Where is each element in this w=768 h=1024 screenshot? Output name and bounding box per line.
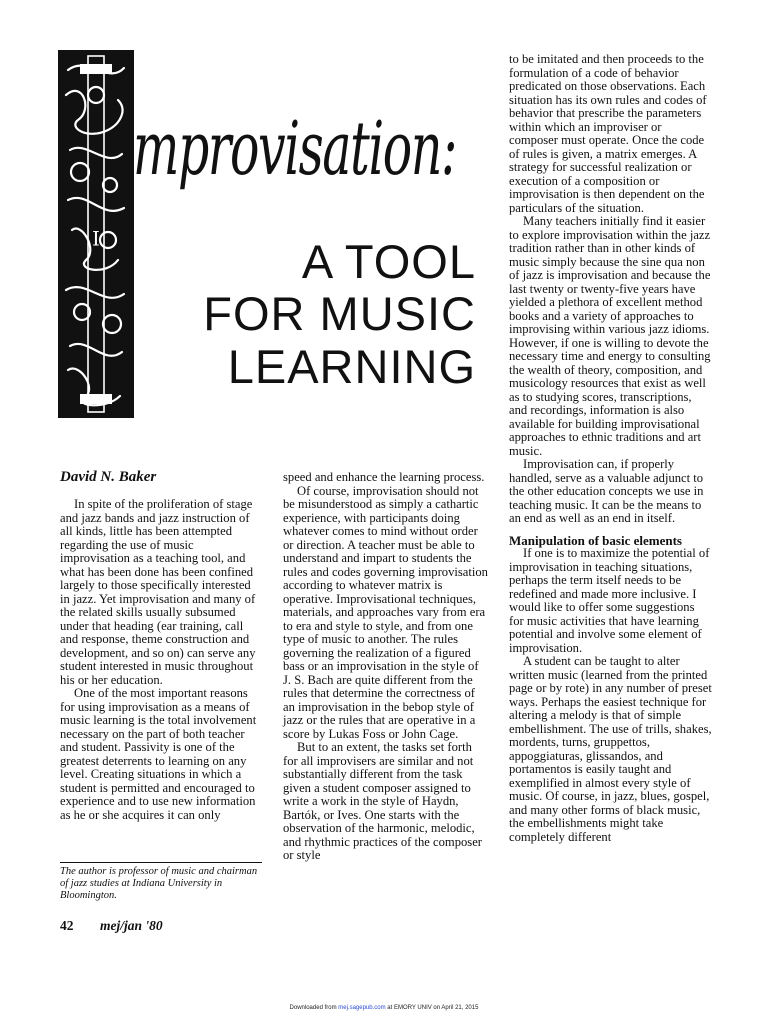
text-column-2	[283, 471, 488, 863]
paragraph: Many teachers initially find it easier to explore improvisation within the jazz tradition rather than in other kinds of music simply because the sine qua non of jazz is improvisation and because the last twenty or twenty-five years have yielded a plethora of excellent method books and a variety of approaches to improvising within various jazz idioms. However, if one is willing to devote the necessary time and energy to consulting the wealth of theory, composition, and musicology resources that exist as well as to studying scores, transcriptions, and recordings, information is also available for building improvisational approaches to ethnic traditions and art music.	[509, 214, 711, 458]
text-column-1	[60, 498, 262, 822]
paragraph: Improvisation can, if properly handled, serve as a valuable adjunct to the other education concepts we use in teaching music. It can be the means to an end as well as an end in itself.	[509, 457, 704, 525]
initial-letter: I	[92, 226, 100, 251]
paragraph: speed and enhance the learning process.	[283, 470, 485, 484]
decorative-initial-i	[58, 50, 134, 418]
paragraph: Of course, improvisation should not be misunderstood as simply a cathartic experience, with participants doing whatever comes to mind without order or direction. A teacher must be able to understand and impart to students the rules and codes governing improvisation according to whatever matrix is operative. Improvisational techniques, materials, and approaches vary from era to era and style to style, and from one type of music to another. The rules governing the realization of a figured bass or an improvisation in the style of J. S. Bach are quite different from the rules that determine the correctness of an improvisation in the bebop style of jazz or the rules that are operative in a score by Lukas Foss or John Cage.	[283, 483, 488, 741]
paragraph: But to an extent, the tasks set forth for all improvisers are similar and not substantially different from the task given a student composer assigned to write a work in the style of Haydn, Bartók, or Ives. One starts with the observation of the harmonic, melodic, and rhythmic practices of the composer or style	[283, 740, 482, 862]
journal-issue: mej/jan '80	[100, 918, 163, 933]
paragraph: A student can be taught to alter written music (learned from the printed page or by rote) in any number of preset ways. Perhaps the easiest technique for altering a melody is that of simple embellishment. The use of trills, shakes, mordents, turns, gruppettos, appoggiaturas, glissandos, and portamentos is easily taught and exemplified in almost every style of music. Of course, in jazz, blues, gospel, and many other forms of black music, the embellishments might take completely different	[509, 654, 712, 844]
paragraph: If one is to maximize the potential of improvisation in teaching situations, perhaps the term itself needs to be redefined and made more inclusive. I would like to offer some suggestions for music activities that have learning potential and involve some element of improvisation.	[509, 546, 710, 655]
paragraph: In spite of the proliferation of stage and jazz bands and jazz instruction of all kinds, little has been attempted regarding the use of music improvisation as a teaching tool, and what has been done has been confined largely to those specifically interested in jazz. Yet improvisation and many of the related skills usually subsumed under that heading (ear training, call and response, theme construction and development, and so on) can serve any student interested in music throughout his or her education.	[60, 497, 256, 687]
download-note	[0, 1005, 768, 1011]
title-script-word: mprovisation:	[133, 106, 457, 192]
paragraph: One of the most important reasons for using improvisation as a means of music learning is the total involvement necessary on the part of both teacher and student. Passivity is one of the greatest deterrents to learning on any level. Creating situations in which a student is permitted and encouraged to experience and to use new information as he or she acquires it can only	[60, 686, 257, 822]
section-heading: Manipulation of basic elements	[509, 532, 682, 548]
title-line-1: A TOOL	[301, 235, 476, 288]
page-number: 42	[60, 918, 74, 933]
text-column-3	[509, 53, 712, 844]
download-note-prefix: Downloaded from	[289, 1005, 339, 1011]
author-footnote: The author is professor of music and chairman of jazz studies at Indiana University in Bloomington.	[60, 866, 258, 901]
paragraph: to be imitated and then proceeds to the formulation of a code of behavior predicated on those observations. Each situation has its own rules and codes of behavior that prescribe the parameters within which an improviser or composer must operate. Once the code of rules is given, a matrix emerges. A strategy for successful realization or execution of a composition or improvisation is then dependent on the particulars of the situation.	[509, 52, 707, 215]
title-line-2: FOR MUSIC	[203, 287, 476, 340]
author-byline: David N. Baker	[60, 469, 157, 485]
footnote-divider	[60, 862, 262, 863]
download-note-suffix: at EMORY UNIV on April 21, 2015	[385, 1005, 479, 1011]
title-line-3: LEARNING	[227, 340, 476, 393]
download-source-link[interactable]: mej.sagepub.com	[338, 1005, 386, 1011]
